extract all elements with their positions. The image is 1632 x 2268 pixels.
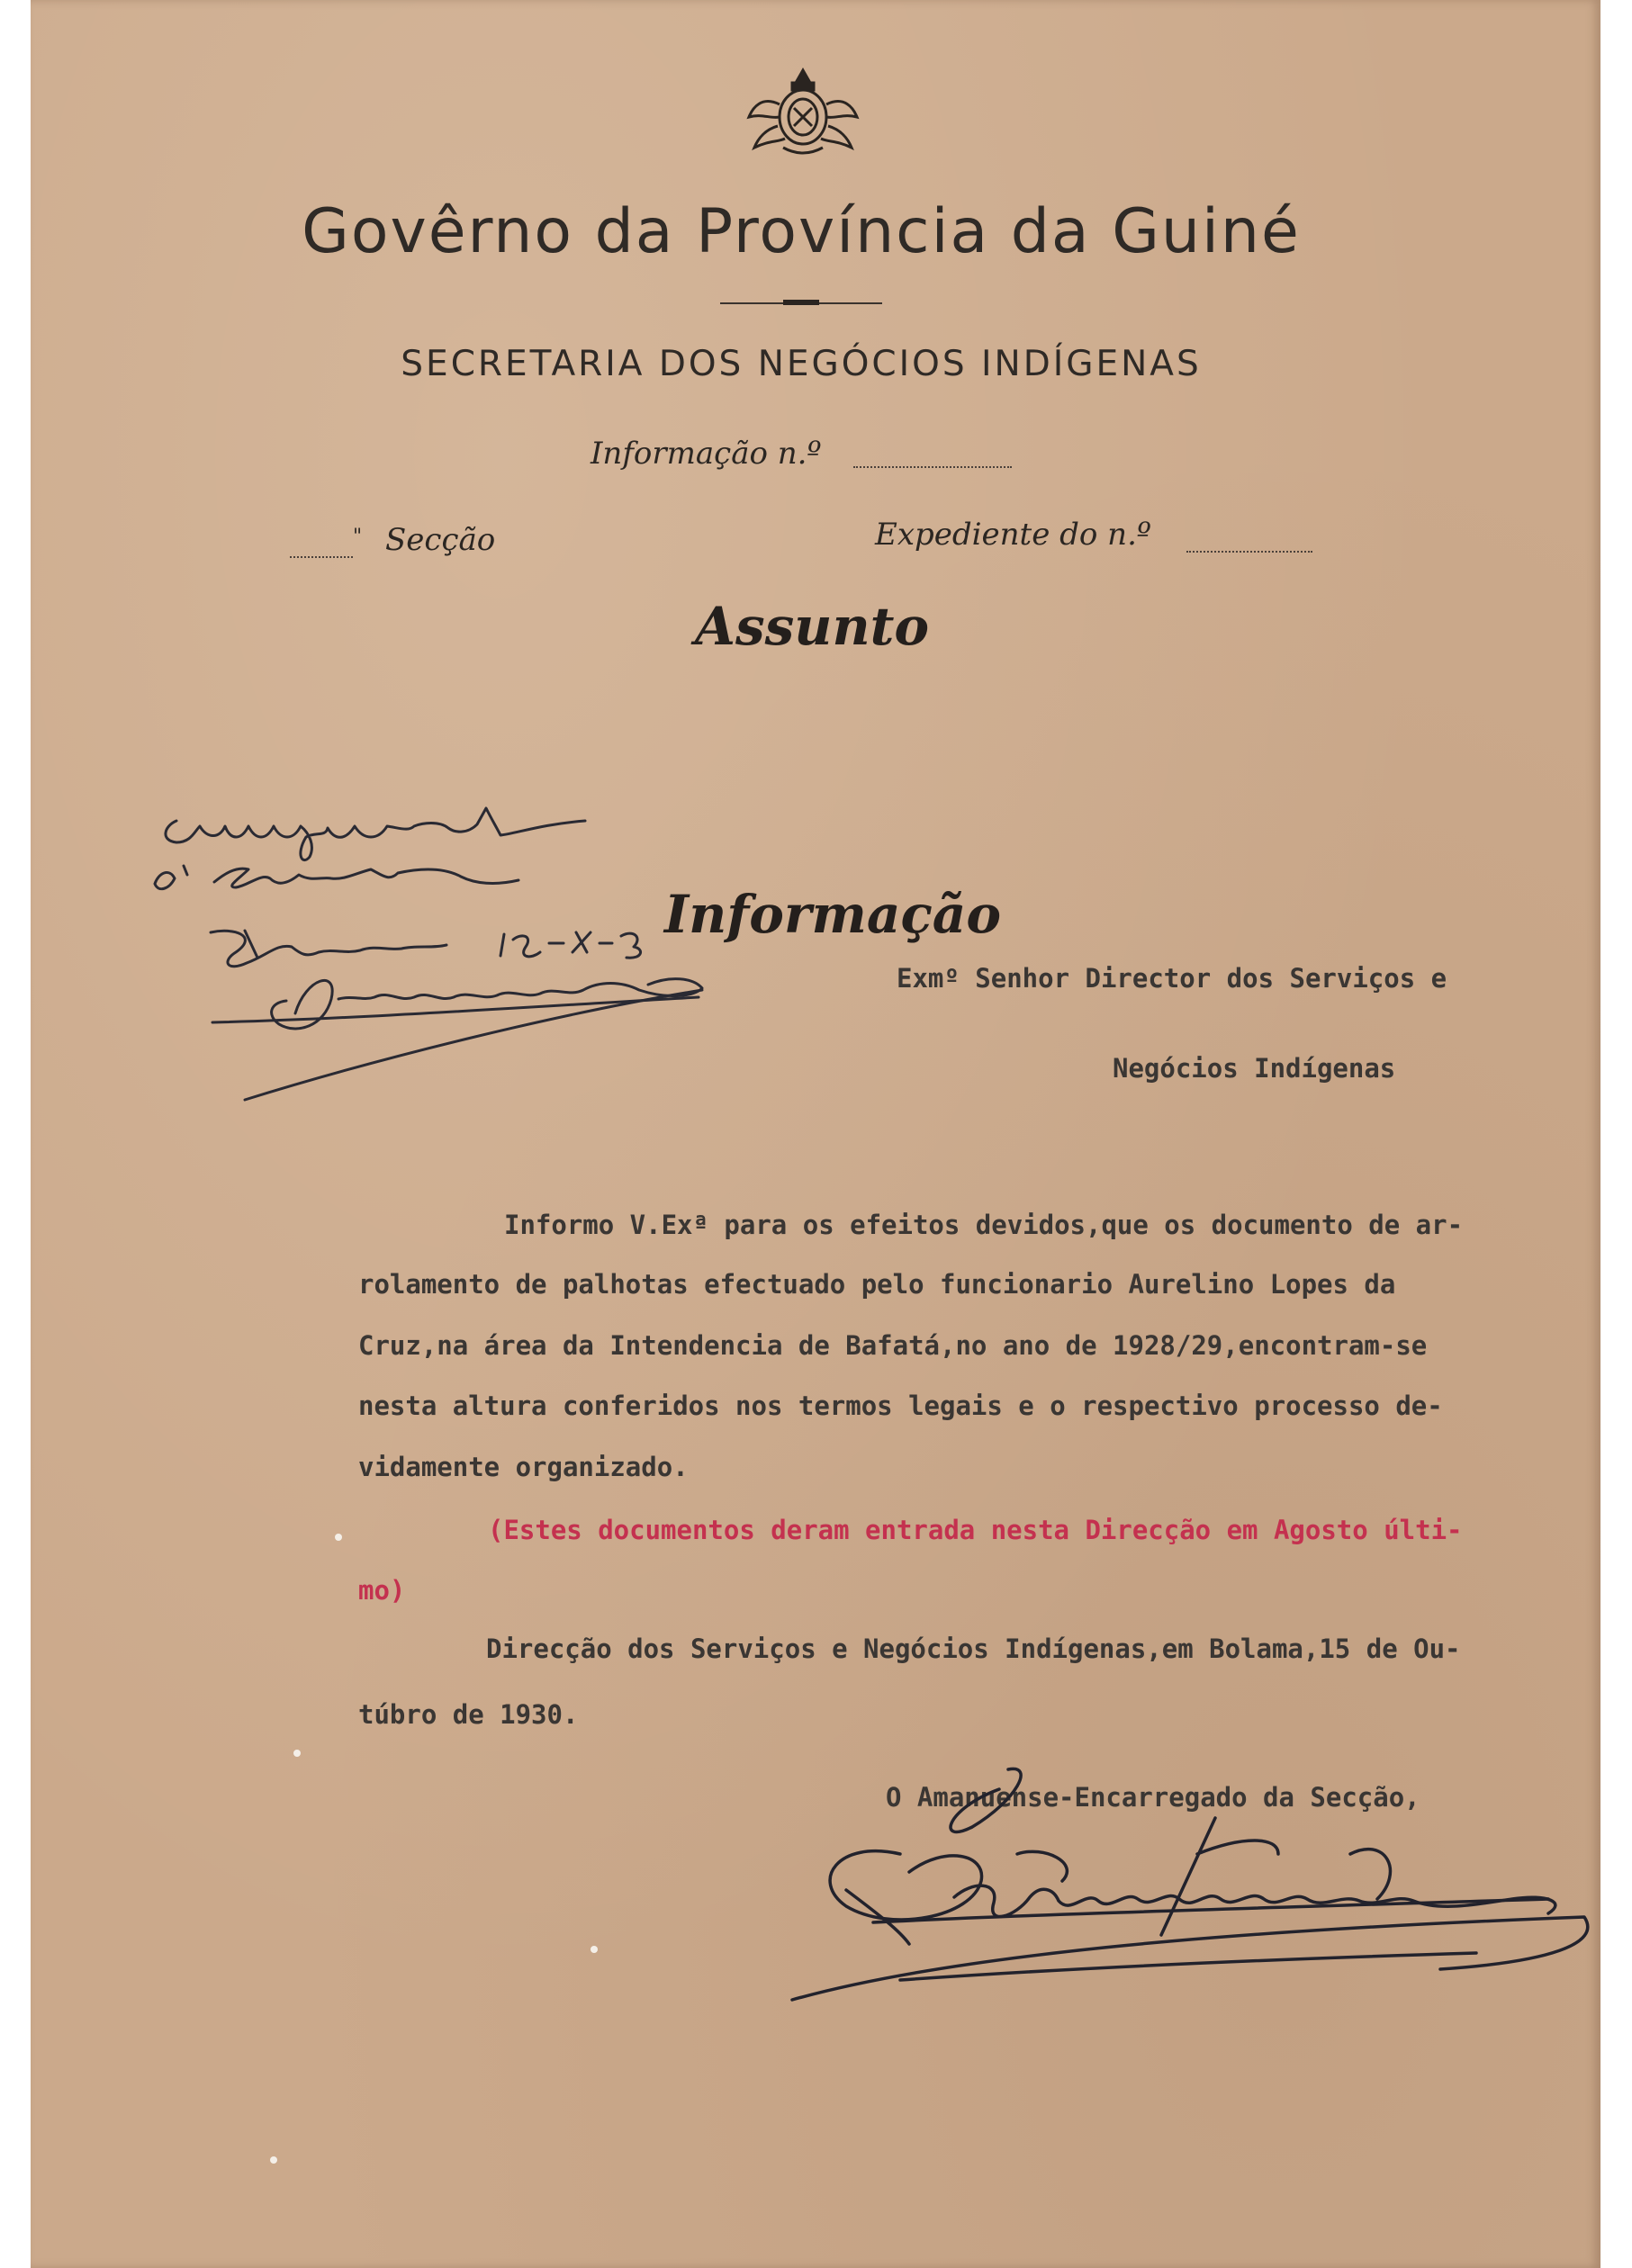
body-line-5: vidamente organizado. bbox=[358, 1452, 689, 1482]
informacao-number-blank bbox=[853, 466, 1012, 468]
informacao-number-label: Informação n.º bbox=[591, 436, 822, 472]
government-title: Govêrno da Província da Guiné bbox=[302, 196, 1301, 267]
closing-line: O Amanuense-Encarregado da Secção, bbox=[886, 1782, 1420, 1813]
dateline-line-1: Direcção dos Serviços e Negócios Indígenas,em Bolama,15 de Ou- bbox=[486, 1634, 1461, 1664]
title-divider-mark bbox=[783, 300, 819, 305]
salutation-line-2: Negócios Indígenas bbox=[1113, 1053, 1396, 1084]
red-note-line-2: mo) bbox=[358, 1575, 406, 1606]
red-note-line-1: (Estes documentos deram entrada nesta Direcção em Agosto últi- bbox=[488, 1515, 1463, 1545]
seccao-quote-mark: " bbox=[353, 526, 363, 548]
dateline-line-2: túbro de 1930. bbox=[358, 1699, 579, 1730]
body-line-2: rolamento de palhotas efectuado pelo funcionario Aurelino Lopes da bbox=[358, 1269, 1396, 1300]
department-title: SECRETARIA DOS NEGÓCIOS INDÍGENAS bbox=[401, 344, 1202, 384]
assunto-label: Assunto bbox=[695, 596, 930, 657]
seccao-label: Secção bbox=[385, 522, 496, 558]
expediente-label: Expediente do n.º bbox=[875, 517, 1151, 553]
paper-speck bbox=[335, 1534, 342, 1541]
seccao-blank bbox=[290, 556, 353, 558]
body-line-4: nesta altura conferidos nos termos legais e o respectivo processo de- bbox=[358, 1390, 1443, 1421]
document-heading: Informação bbox=[664, 884, 1002, 945]
paper-speck bbox=[293, 1750, 301, 1757]
paper-speck bbox=[270, 2156, 277, 2164]
salutation-line-1: Exmº Senhor Director dos Serviços e bbox=[897, 963, 1447, 994]
body-line-1: Informo V.Exª para os efeitos devidos,que os documento de ar- bbox=[504, 1210, 1464, 1240]
paper-speck bbox=[591, 1946, 598, 1953]
expediente-blank bbox=[1186, 551, 1312, 553]
coat-of-arms-emblem bbox=[744, 65, 862, 158]
document-sheet bbox=[31, 0, 1600, 2268]
body-line-3: Cruz,na área da Intendencia de Bafatá,no ano de 1928/29,encontram-se bbox=[358, 1330, 1428, 1361]
